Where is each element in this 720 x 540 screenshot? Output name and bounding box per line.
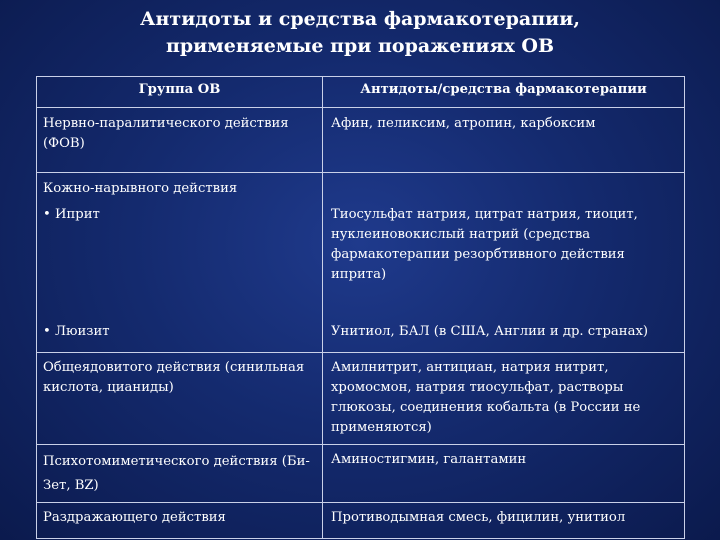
- table-row: [37, 319, 685, 353]
- cell-group: Психотомиметического действия (Би-Зет, BZ): [37, 445, 323, 503]
- slide-title: [60, 6, 660, 60]
- antidote-table: [36, 76, 685, 539]
- table-row: [37, 503, 685, 539]
- title-line-1: Антидоты и средства фармакотерапии,: [140, 8, 580, 30]
- table-row: [37, 353, 685, 445]
- table-row: [37, 203, 685, 319]
- header-antidotes: Антидоты/средства фармакотерапии: [323, 77, 685, 108]
- table-header-row: [37, 77, 685, 108]
- header-group: Группа ОВ: [37, 77, 323, 108]
- cell-group: • Люизит: [37, 319, 323, 353]
- cell-antidote: Амилнитрит, антициан, натрия нитрит, хромосмон, натрия тиосульфат, растворы глюкозы, соединения кобальта (в России не применяются): [323, 353, 685, 445]
- cell-antidote: Противодымная смесь, фицилин, унитиол: [323, 503, 685, 539]
- cell-group: Кожно-нарывного действия: [37, 173, 323, 204]
- cell-antidote: Аминостигмин, галантамин: [323, 445, 685, 503]
- cell-group: Нервно-паралитического действия (ФОВ): [37, 108, 323, 173]
- cell-antidote: Тиосульфат натрия, цитрат натрия, тиоцит, нуклеиновокислый натрий (средства фармакотерапии резорбтивного действия иприта): [323, 203, 685, 319]
- cell-group: Общеядовитого действия (синильная кислота, цианиды): [37, 353, 323, 445]
- cell-antidote: Афин, пеликсим, атропин, карбоксим: [323, 108, 685, 173]
- table-row: [37, 173, 685, 204]
- cell-group: • Иприт: [37, 203, 323, 319]
- table-row: [37, 445, 685, 503]
- table-row: [37, 108, 685, 173]
- cell-group: Раздражающего действия: [37, 503, 323, 539]
- cell-antidote: Унитиол, БАЛ (в США, Англии и др. странах): [323, 319, 685, 353]
- title-line-2: применяемые при поражениях ОВ: [165, 35, 555, 57]
- cell-antidote: [323, 173, 685, 204]
